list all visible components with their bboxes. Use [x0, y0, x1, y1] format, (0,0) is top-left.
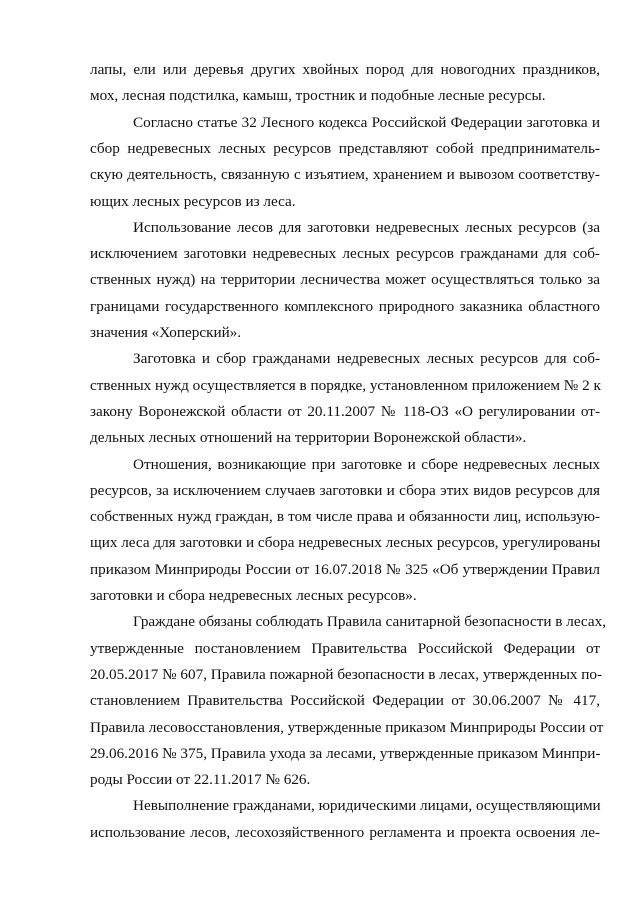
text-line: сбор недревесных лесных ресурсов представляют собой предприниматель- [90, 139, 600, 157]
text-line: Отношения, возникающие при заготовке и сборе недревесных лесных [133, 455, 600, 473]
text-line: ственных нужд осуществляется в порядке, установленном приложением № 2 к [90, 376, 601, 394]
text-line: границами государственного комплексного природного заказника областного [90, 297, 600, 315]
text-line: заготовки и сбора недревесных лесных ресурсов». [90, 587, 417, 604]
text-line: использование лесов, лесохозяйственного регламента и проекта освоения ле- [90, 823, 600, 841]
text-line: Использование лесов для заготовки недревесных лесных ресурсов (за [133, 218, 600, 236]
text-line: скую деятельность, связанную с изъятием, хранением и вывозом соответству- [90, 166, 600, 184]
text-line: Невыполнение гражданами, юридическими лицами, осуществляющими [133, 797, 601, 815]
text-line: дельных лесных отношений на территории Воронежской области». [90, 429, 527, 447]
text-line: Граждане обязаны соблюдать Правила санитарной безопасности в лесах, [133, 613, 606, 631]
text-line: 20.05.2017 № 607, Правила пожарной безопасности в лесах, утвержденных по- [90, 665, 603, 683]
text-line: приказом Минприроды России от 16.07.2018 № 325 «Об утверждении Правил [90, 560, 600, 578]
text-line: щих леса для заготовки и сбора недревесных лесных ресурсов, урегулированы [90, 534, 601, 552]
text-line: становлением Правительства Российской Федерации от 30.06.2007 № 417, [90, 692, 600, 710]
text-line: 29.06.2016 № 375, Правила ухода за лесами, утвержденные приказом Минпри- [90, 744, 601, 762]
text-line: мох, лесная подстилка, камыш, тростник и подобные лесные ресурсы. [90, 87, 546, 105]
text-line: роды России от 22.11.2017 № 626. [90, 771, 311, 789]
text-line: исключением заготовки недревесных лесных ресурсов гражданами для соб- [90, 245, 600, 263]
text-line: ющих лесных ресурсов из леса. [90, 192, 296, 210]
text-line: лапы, ели или деревья других хвойных пород для новогодних праздников, [90, 61, 600, 78]
text-line: Согласно статье 32 Лесного кодекса Российской Федерации заготовка и [133, 113, 600, 131]
text-line: Правила лесовосстановления, утвержденные приказом Минприроды России от [90, 718, 604, 736]
text-line: Заготовка и сбор гражданами недревесных лесных ресурсов для соб- [133, 350, 600, 368]
text-line: собственных нужд граждан, в том числе права и обязанности лиц, использую- [90, 508, 600, 526]
text-line: утвержденные постановлением Правительства Российской Федерации от [90, 639, 600, 657]
text-line: значения «Хоперский». [90, 324, 242, 341]
text-line: ресурсов, за исключением случаев заготовки и сбора этих видов ресурсов для [90, 481, 600, 499]
text-line: ственных нужд) на территории лесничества может осуществляться только за [90, 271, 600, 289]
text-line: закону Воронежской области от 20.11.2007 № 118-ОЗ «О регулировании от- [90, 402, 600, 420]
